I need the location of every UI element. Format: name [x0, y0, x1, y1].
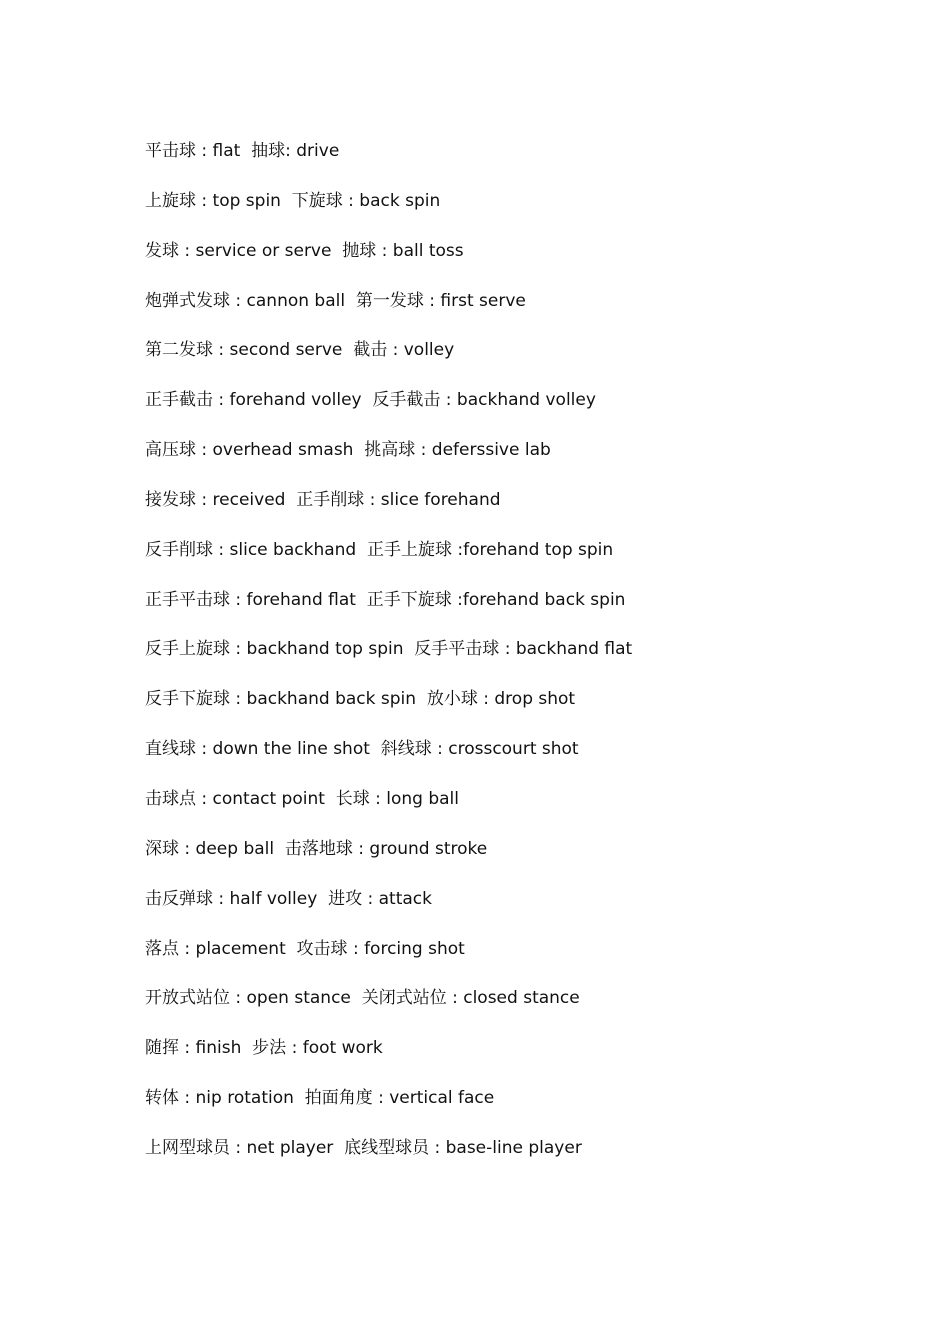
- glossary-line: 上旋球 : top spin 下旋球 : back spin: [145, 190, 441, 211]
- glossary-line: 发球 : service or serve 抛球 : ball toss: [145, 240, 464, 261]
- glossary-line: 炮弹式发球 : cannon ball 第一发球 : first serve: [145, 290, 526, 311]
- glossary-line: 平击球 : flat 抽球: drive: [145, 141, 340, 161]
- glossary-line: 深球 : deep ball 击落地球 : ground stroke: [145, 838, 488, 859]
- glossary-line: 转体 : nip rotation 拍面角度 : vertical face: [145, 1088, 495, 1109]
- tennis-glossary: [145, 136, 632, 1183]
- glossary-line: 反手削球 : slice backhand 正手上旋球 :forehand top spin: [145, 539, 614, 560]
- glossary-line: 第二发球 : second serve 截击 : volley: [145, 340, 455, 361]
- glossary-line: 开放式站位 : open stance 关闭式站位 : closed stance: [145, 988, 580, 1009]
- glossary-line: 正手平击球 : forehand flat 正手下旋球 :forehand back spin: [145, 589, 626, 610]
- glossary-line: 接发球 : received 正手削球 : slice forehand: [145, 489, 501, 510]
- glossary-line: 击球点 : contact point 长球 : long ball: [145, 788, 460, 809]
- glossary-line: 落点 : placement 攻击球 : forcing shot: [145, 938, 465, 959]
- glossary-line: 高压球 : overhead smash 挑高球 : deferssive lab: [145, 440, 551, 461]
- glossary-line: 随挥 : finish 步法 : foot work: [145, 1038, 383, 1059]
- glossary-line: 直线球 : down the line shot 斜线球 : crosscourt shot: [145, 739, 579, 760]
- glossary-line: 反手上旋球 : backhand top spin 反手平击球 : backhand flat: [145, 639, 633, 660]
- glossary-line: 上网型球员 : net player 底线型球员 : base-line player: [145, 1137, 582, 1158]
- glossary-line: 反手下旋球 : backhand back spin 放小球 : drop shot: [145, 689, 576, 710]
- glossary-line: 正手截击 : forehand volley 反手截击 : backhand volley: [145, 390, 596, 411]
- glossary-line: 击反弹球 : half volley 进攻 : attack: [145, 888, 432, 909]
